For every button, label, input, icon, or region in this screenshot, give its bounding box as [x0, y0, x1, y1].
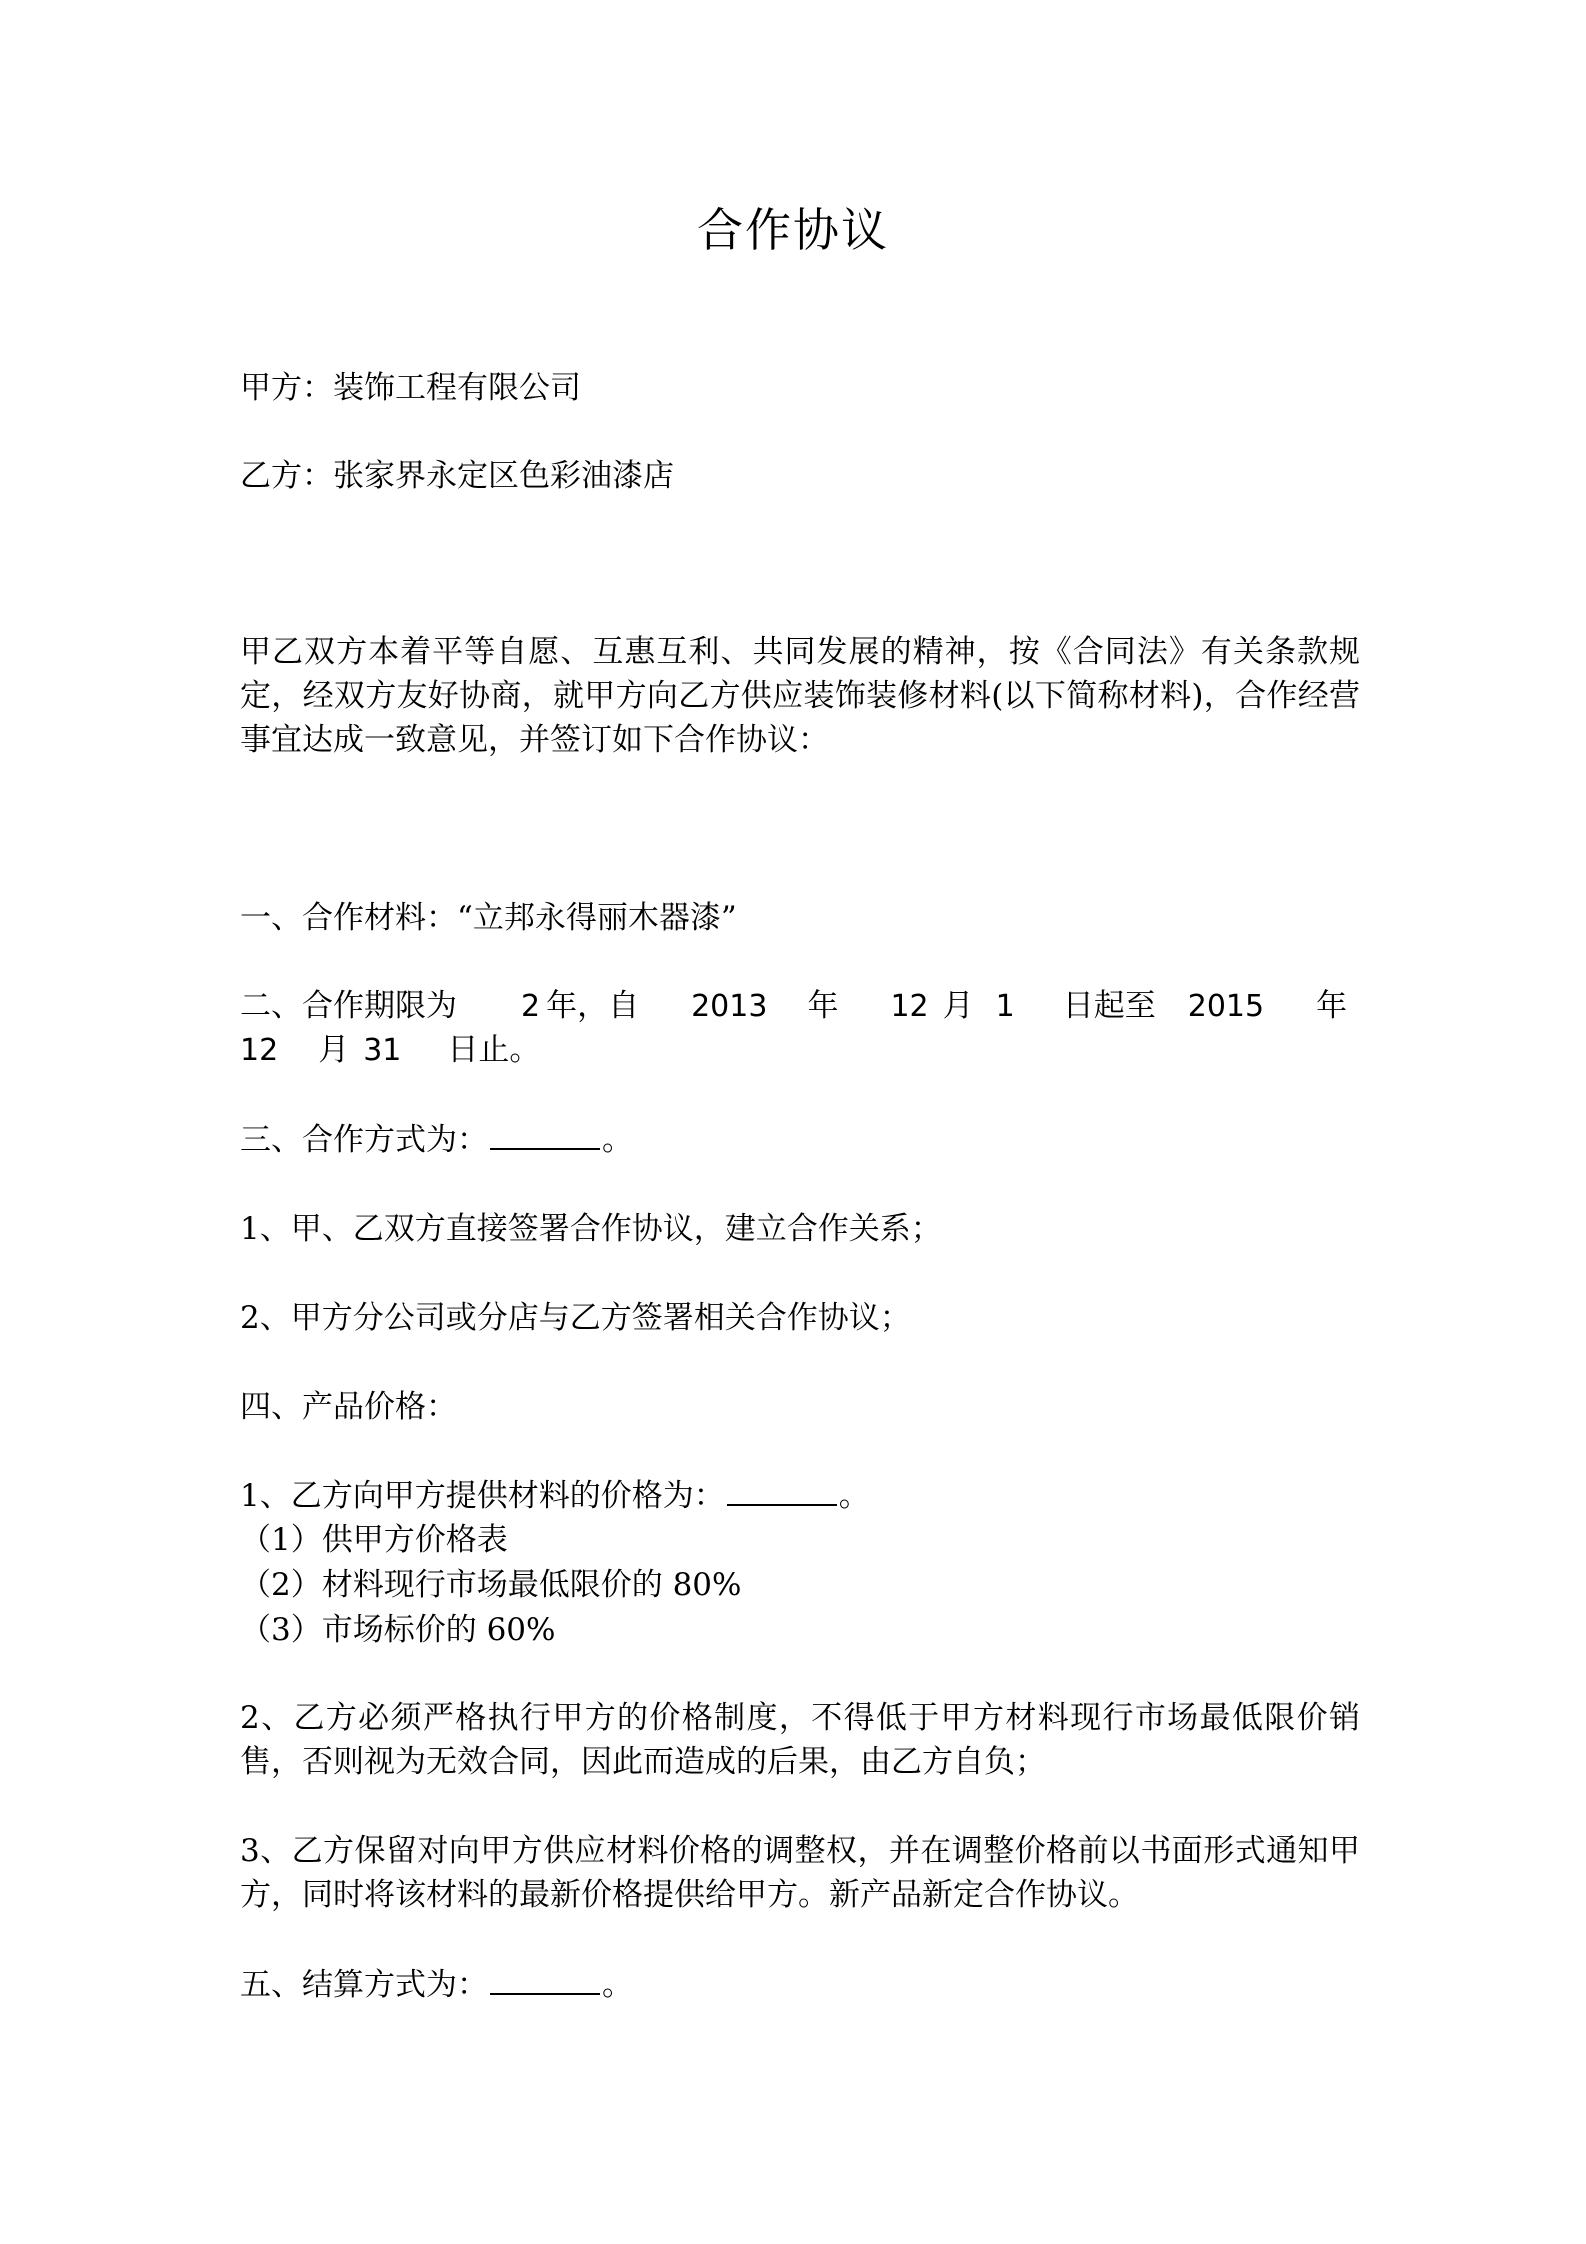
price-clause-2: 2、乙方必须严格执行甲方的价格制度，不得低于甲方材料现行市场最低限价销售，否则视为无效合同，因此而造成的后果，由乙方自负；: [240, 1700, 1360, 1780]
price-clause-3: 3、乙方保留对向甲方供应材料价格的调整权，并在调整价格前以书面形式通知甲方，同时将该材料的最新价格提供给甲方。新产品新定合作协议。: [240, 1833, 1360, 1913]
start-day: 1: [995, 989, 1015, 1024]
cooperation-option-1: 1、甲、乙双方直接签署合作协议，建立合作关系；: [240, 1211, 942, 1247]
term-text-1: 年，自: [546, 988, 640, 1024]
end-month: 12: [240, 1033, 279, 1068]
price-clause-1: [240, 1474, 870, 1518]
price-clause-1-label: 1、乙方向甲方提供材料的价格为：: [240, 1478, 725, 1514]
section-1-materials: 一、合作材料：“立邦永得丽木器漆”: [240, 900, 737, 936]
cooperation-mode-blank: [490, 1120, 600, 1150]
section-4-price: 四、产品价格：: [240, 1389, 457, 1425]
end-day: 31: [363, 1033, 402, 1068]
term-text-5: 年: [1316, 988, 1348, 1024]
preamble-paragraph: 甲乙双方本着平等自愿、互惠互利、共同发展的精神，按《合同法》有关条款规定，经双方友好协商，就甲方向乙方供应装饰装修材料(以下简称材料)，合作经营事宜达成一致意见，并签订如下合作协议：: [240, 634, 1360, 758]
cooperation-mode-label: 三、合作方式为：: [240, 1122, 488, 1158]
price-clause-1-end: 。: [838, 1478, 870, 1514]
term-text-2: 年: [807, 988, 839, 1024]
term-prefix: 二、合作期限为: [240, 988, 457, 1024]
party-b: 乙方：张家界永定区色彩油漆店: [240, 458, 674, 494]
settlement-end: 。: [602, 1967, 633, 2003]
term-years: 2: [521, 989, 541, 1024]
term-text-6: 月: [318, 1032, 350, 1068]
document-title: 合作协议: [697, 203, 889, 257]
party-a: 甲方：装饰工程有限公司: [240, 370, 581, 406]
price-option-3: （3）市场标价的 60%: [240, 1612, 556, 1648]
settlement-label: 五、结算方式为：: [240, 1967, 488, 2003]
cooperation-mode-end: 。: [602, 1122, 633, 1158]
section-3-cooperation-mode: [240, 1118, 633, 1162]
price-option-2: （2）材料现行市场最低限价的 80%: [240, 1567, 742, 1603]
term-text-7: 日止。: [447, 1032, 541, 1068]
term-text-4: 日起至: [1062, 988, 1156, 1024]
section-2-term-line-1: [240, 984, 1347, 1029]
cooperation-option-2: 2、甲方分公司或分店与乙方签署相关合作协议；: [240, 1300, 911, 1336]
price-blank: [727, 1476, 837, 1506]
section-5-settlement: [240, 1963, 633, 2007]
section-2-term-line-2: [240, 1028, 540, 1073]
term-text-3: 月: [942, 988, 974, 1024]
end-year: 2015: [1187, 989, 1265, 1024]
settlement-blank: [490, 1965, 600, 1995]
start-month: 12: [890, 989, 929, 1024]
start-year: 2013: [691, 989, 768, 1024]
price-option-1: （1）供甲方价格表: [240, 1522, 508, 1558]
